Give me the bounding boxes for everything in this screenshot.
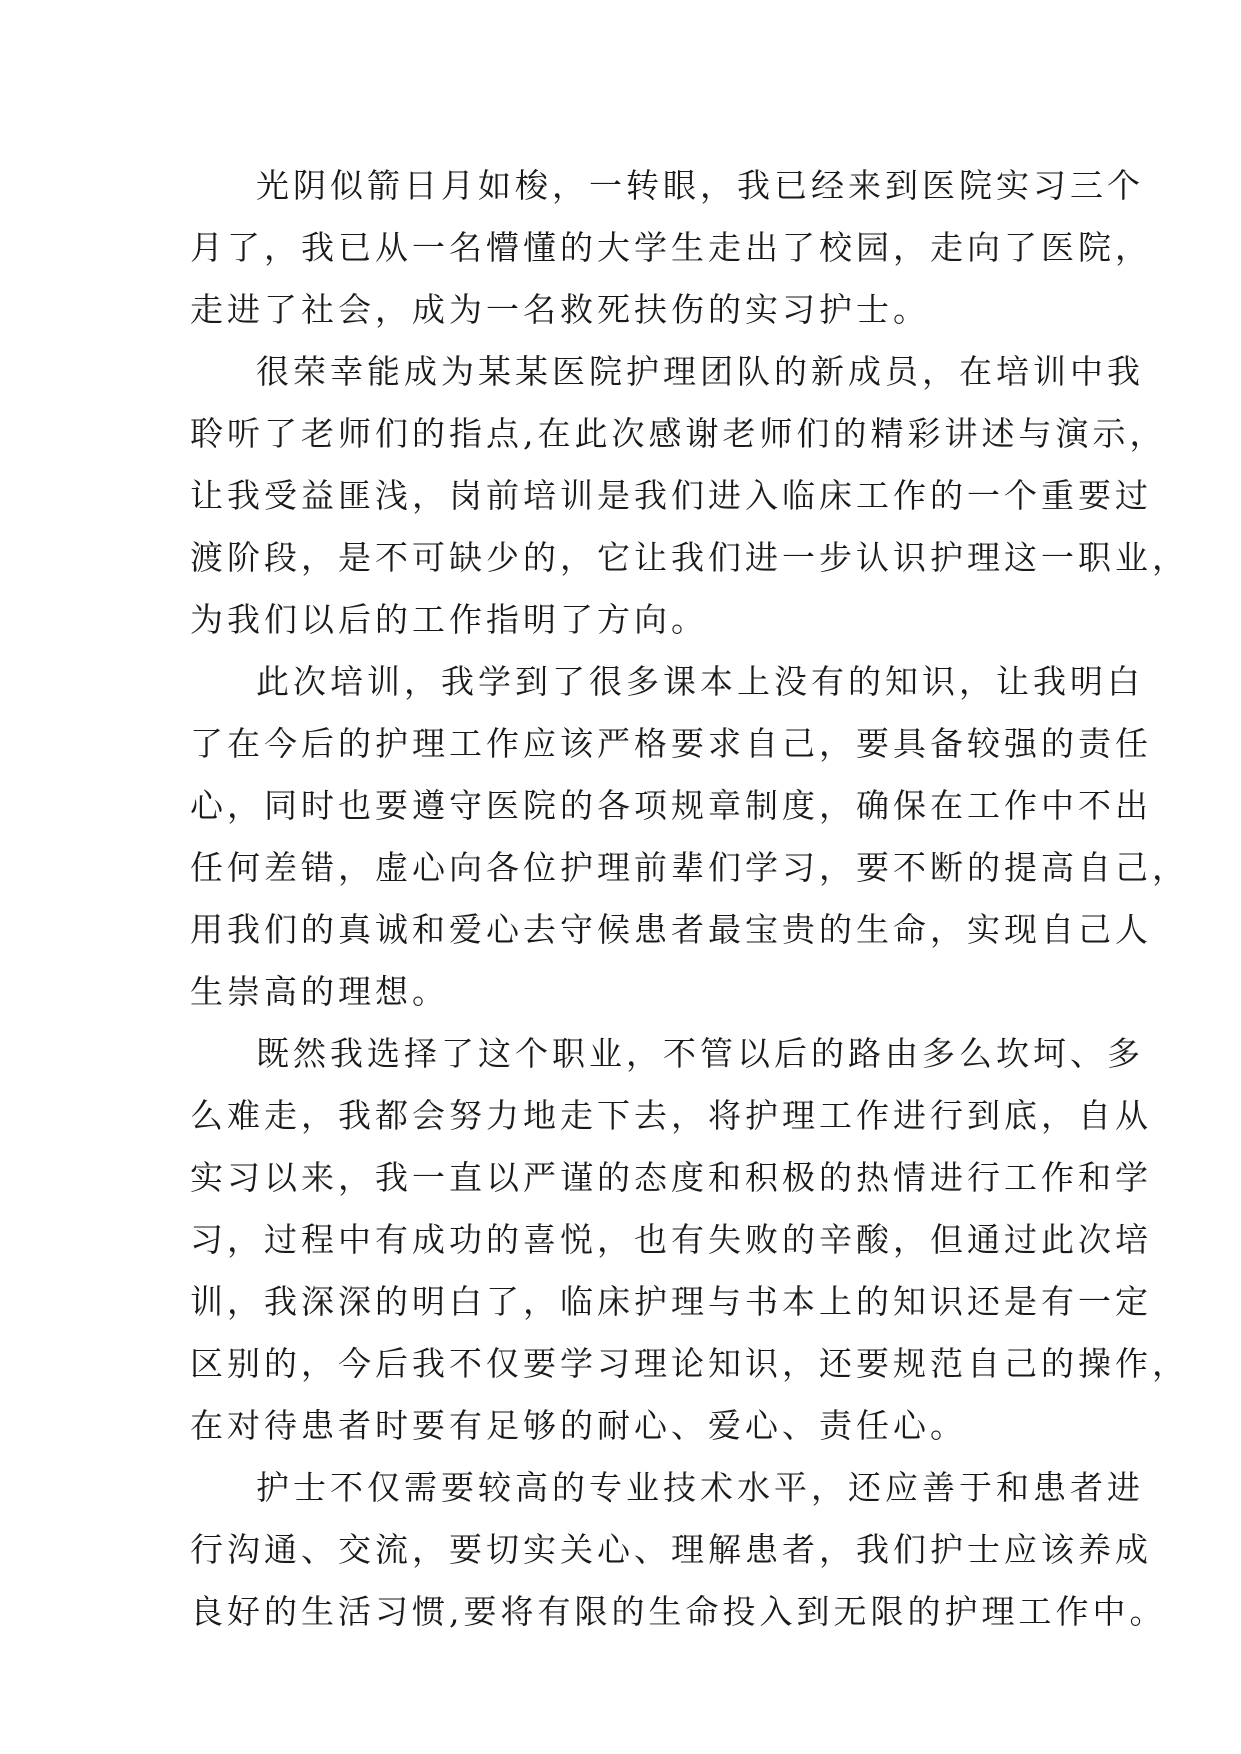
- paragraph-line: 光阴似箭日月如梭，一转眼，我已经来到医院实习三个: [256, 166, 1144, 205]
- paragraph-line: 实习以来，我一直以严谨的态度和积极的热情进行工作和学: [190, 1158, 1152, 1197]
- paragraph-line: 用我们的真诚和爱心去守候患者最宝贵的生命，实现自己人: [190, 910, 1152, 949]
- paragraph-line: 为我们以后的工作指明了方向。: [190, 600, 708, 639]
- paragraph-line: 生崇高的理想。: [190, 972, 449, 1011]
- paragraph-line: 行沟通、交流，要切实关心、理解患者，我们护士应该养成: [190, 1530, 1152, 1569]
- paragraph-line: 渡阶段，是不可缺少的，它让我们进一步认识护理这一职业，: [190, 538, 1189, 577]
- paragraph-4: [190, 1023, 1189, 1457]
- paragraph-line: 了在今后的护理工作应该严格要求自己，要具备较强的责任: [190, 724, 1152, 763]
- paragraph-line: 护士不仅需要较高的专业技术水平，还应善于和患者进: [256, 1468, 1144, 1507]
- paragraph-line: 习，过程中有成功的喜悦，也有失败的辛酸，但通过此次培: [190, 1220, 1152, 1259]
- paragraph-line: 心，同时也要遵守医院的各项规章制度，确保在工作中不出: [190, 786, 1152, 825]
- paragraph-line: 既然我选择了这个职业，不管以后的路由多么坎坷、多: [256, 1034, 1144, 1073]
- paragraph-line: 任何差错，虚心向各位护理前辈们学习，要不断的提高自己，: [190, 848, 1189, 887]
- paragraph-line: 月了，我已从一名懵懂的大学生走出了校园，走向了医院，: [190, 228, 1152, 267]
- paragraph-line: 良好的生活习惯,要将有限的生命投入到无限的护理工作中。: [190, 1592, 1167, 1631]
- paragraph-line: 么难走，我都会努力地走下去，将护理工作进行到底，自从: [190, 1096, 1152, 1135]
- document-body: [190, 155, 1189, 1643]
- paragraph-line: 聆听了老师们的指点,在此次感谢老师们的精彩讲述与演示，: [190, 414, 1167, 453]
- paragraph-line: 走进了社会，成为一名救死扶伤的实习护士。: [190, 290, 930, 329]
- paragraph-line: 让我受益匪浅，岗前培训是我们进入临床工作的一个重要过: [190, 476, 1152, 515]
- paragraph-2: [190, 341, 1189, 651]
- paragraph-line: 区别的，今后我不仅要学习理论知识，还要规范自己的操作，: [190, 1344, 1189, 1383]
- paragraph-5: [190, 1457, 1167, 1643]
- paragraph-3: [190, 651, 1189, 1023]
- paragraph-line: 很荣幸能成为某某医院护理团队的新成员，在培训中我: [256, 352, 1144, 391]
- paragraph-1: [190, 155, 1152, 341]
- paragraph-line: 训，我深深的明白了，临床护理与书本上的知识还是有一定: [190, 1282, 1152, 1321]
- paragraph-line: 此次培训，我学到了很多课本上没有的知识，让我明白: [256, 662, 1144, 701]
- paragraph-line: 在对待患者时要有足够的耐心、爱心、责任心。: [190, 1406, 967, 1445]
